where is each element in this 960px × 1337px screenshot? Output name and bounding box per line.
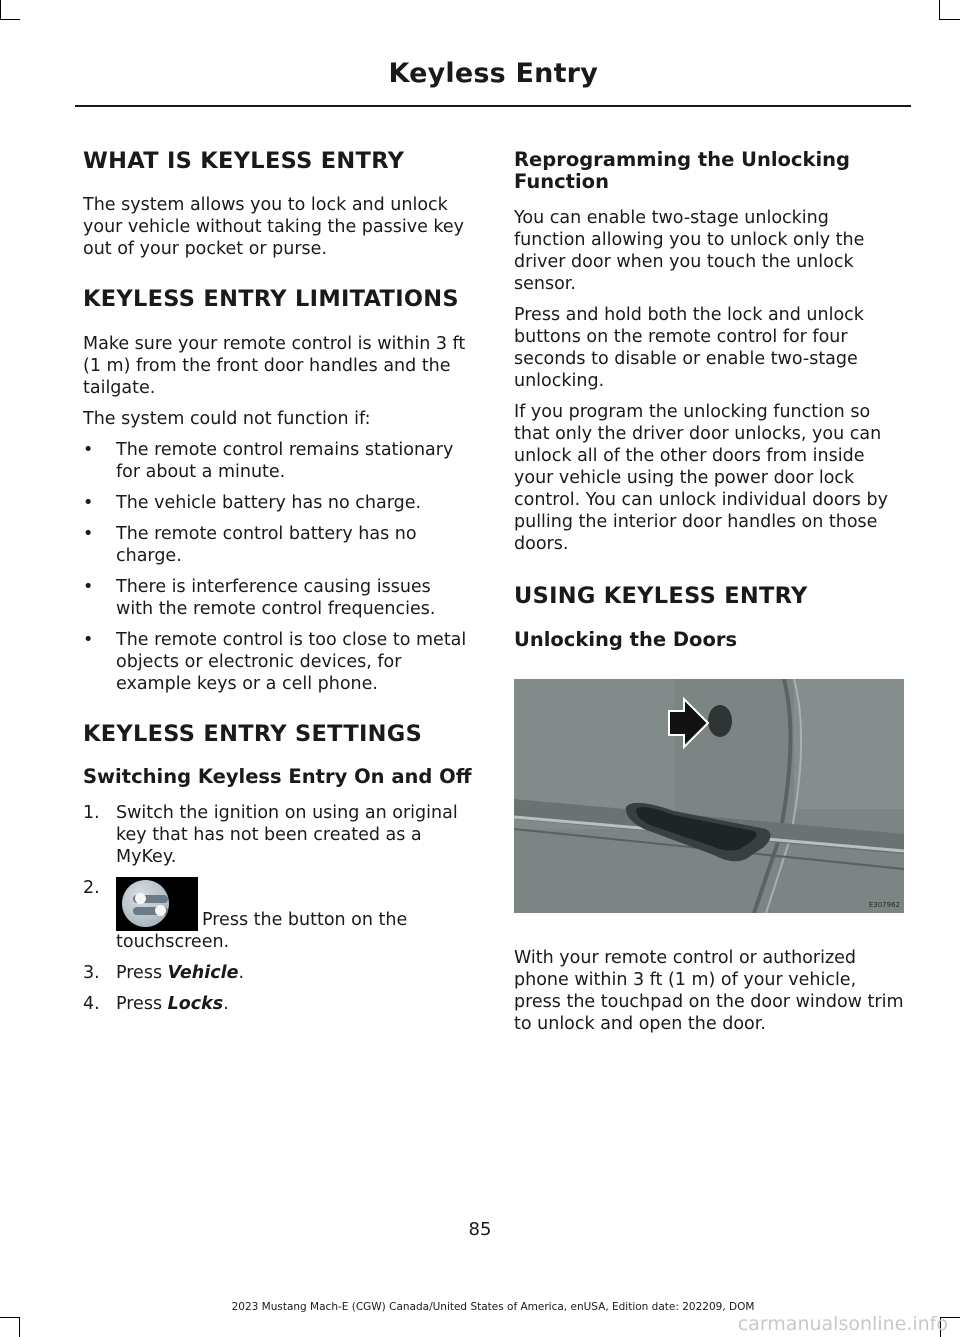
list-item: • The remote control is too close to metal objects or electronic devices, for example keys or a cell phone. xyxy=(83,629,473,695)
list-item: • The remote control battery has no charge. xyxy=(83,523,473,567)
step-text-post: . xyxy=(223,994,229,1014)
step-text: Press the button on the touchscreen. xyxy=(116,910,408,952)
step-text-post: . xyxy=(238,963,245,983)
settings-toggle-icon xyxy=(116,877,198,931)
step-item xyxy=(83,962,473,984)
step-item xyxy=(83,877,473,953)
crop-mark xyxy=(939,0,940,20)
step-number: 2. xyxy=(83,878,100,898)
crop-mark xyxy=(19,1317,20,1337)
subheading-unlocking-doors: Unlocking the Doors xyxy=(514,628,738,651)
crop-mark xyxy=(0,1317,20,1318)
subheading-reprogramming: Reprogramming the Unlocking Function xyxy=(514,148,850,193)
crop-mark xyxy=(939,19,960,20)
limitations-list xyxy=(83,439,473,695)
left-column xyxy=(83,140,473,1024)
heading-limitations: KEYLESS ENTRY LIMITATIONS xyxy=(83,286,459,312)
heading-settings: KEYLESS ENTRY SETTINGS xyxy=(83,721,423,747)
menu-vehicle: Vehicle xyxy=(167,963,239,983)
paragraph-two-stage: You can enable two-stage unlocking function allowing you to unlock only the driver door when you touch the unlock sensor. xyxy=(514,208,865,294)
paragraph-intro: The system allows you to lock and unlock your vehicle without taking the passive key out of your pocket or purse. xyxy=(83,195,465,259)
step-item xyxy=(83,993,473,1015)
heading-using-keyless-entry: USING KEYLESS ENTRY xyxy=(514,583,808,609)
page-header-title: Keyless Entry xyxy=(388,58,598,89)
step-number: 3. xyxy=(83,963,100,983)
menu-locks: Locks xyxy=(167,994,224,1014)
subheading-switching-keyless-entry: Switching Keyless Entry On and Off xyxy=(83,765,472,788)
step-number: 1. xyxy=(83,803,100,823)
step-number: 4. xyxy=(83,994,100,1014)
list-item: • There is interference causing issues with the remote control frequencies. xyxy=(83,576,473,620)
page-number: 85 xyxy=(468,1219,492,1240)
paragraph-limitations: Make sure your remote control is within 3 ft (1 m) from the front door handles and the tailgate. xyxy=(83,334,466,398)
step-text-pre: Press xyxy=(116,994,168,1014)
heading-what-is-keyless-entry: WHAT IS KEYLESS ENTRY xyxy=(83,148,405,174)
watermark: carmanualsonline.info xyxy=(737,1313,948,1335)
footer-edition: 2023 Mustang Mach-E (CGW) Canada/United States of America, enUSA, Edition date: 202209, DOM xyxy=(231,1301,755,1313)
step-text-pre: Press xyxy=(116,963,168,983)
door-handle-illustration xyxy=(514,679,904,913)
paragraph-program-unlocking: If you program the unlocking function so that only the driver door unlocks, you can unlock all of the other doors from inside your vehicle using the power door lock control. You can unlock individual doors by pulling the interior door handles on those doors. xyxy=(514,402,888,554)
settings-steps xyxy=(83,802,473,1015)
list-item: • The remote control remains stationary for about a minute. xyxy=(83,439,473,483)
crop-mark xyxy=(0,0,1,20)
crop-mark xyxy=(0,19,20,20)
paragraph-could-not-function: The system could not function if: xyxy=(83,409,371,429)
image-code: E307962 xyxy=(868,901,900,909)
paragraph-press-hold: Press and hold both the lock and unlock buttons on the remote control for four seconds to disable or enable two-stage unlocking. xyxy=(514,305,864,391)
step-item xyxy=(83,802,473,868)
list-item: • The vehicle battery has no charge. xyxy=(83,492,473,514)
header-divider xyxy=(75,105,911,107)
step-text: Switch the ignition on using an original key that has not been created as a MyKey. xyxy=(116,803,458,867)
paragraph-unlock-instructions: With your remote control or authorized phone within 3 ft (1 m) of your vehicle, press the touchpad on the door window trim to unlock and open the door. xyxy=(514,948,904,1034)
right-column xyxy=(514,140,904,1035)
